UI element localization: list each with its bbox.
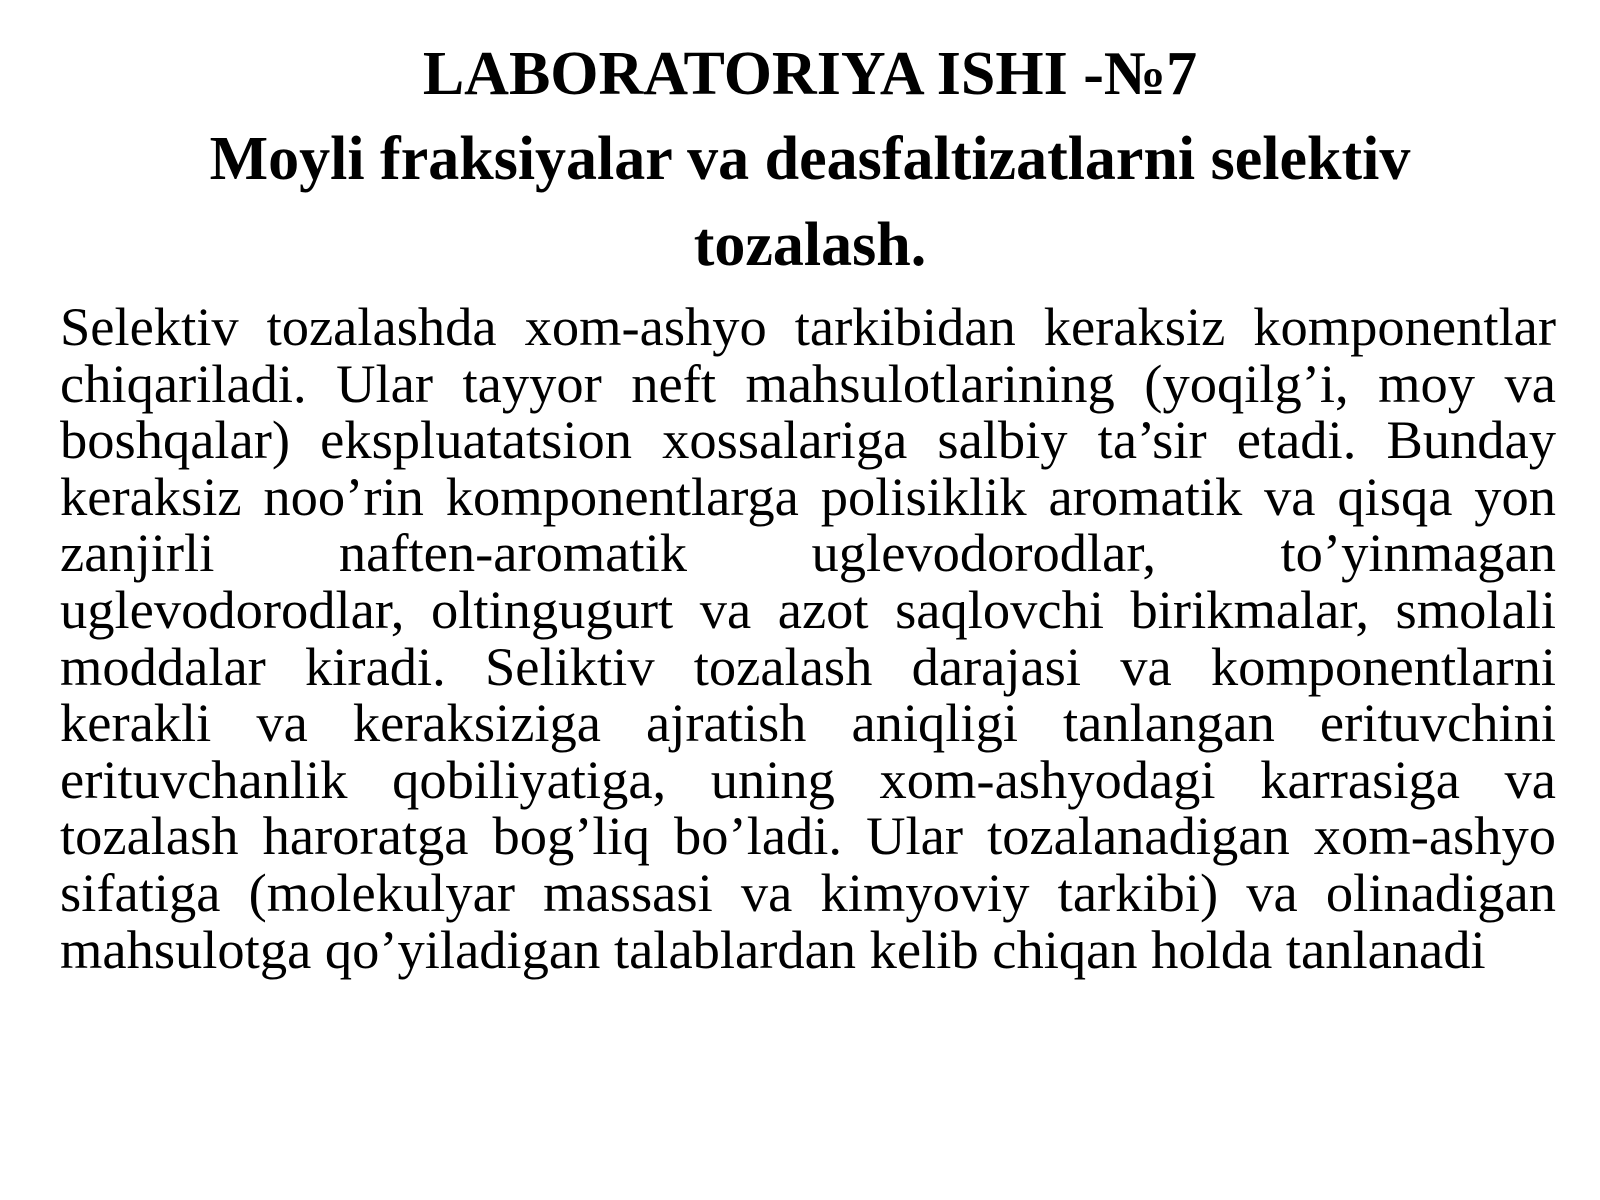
lab-title: LABORATORIYA ISHI -№7 bbox=[422, 40, 1198, 108]
topic-title-line-2: tozalash. bbox=[693, 211, 927, 279]
body-paragraph: Selektiv tozalashda xom-ashyo tarkibidan keraksiz komponentlar chiqariladi. Ular tayyor neft mahsulotlarining (yoqilg’i, moy va boshqalar) ekspluatatsion xossalariga salbiy ta’sir etadi. Bunday keraksiz noo’rin komponentlarga polisiklik aromatik va qisqa yon zanjirli naften-aromatik uglevodorodlar, to’yinmagan uglevodorodlar, oltingugurt va azot saqlovchi birikmalar, smolali moddalar kiradi. Seliktiv tozalash darajasi va komponentlarni kerakli va keraksiziga ajratish aniqligi tanlangan erituvchini erituvchanlik qobiliyatiga, uning xom-ashyodagi karrasiga va tozalash haroratga bog’liq bo’ladi. Ular tozalanadigan xom-ashyo sifatiga (molekulyar massasi va kimyoviy tarkibi) va olinadigan mahsulotga qo’yiladigan talablardan kelib chiqan holda tanlanadi bbox=[60, 296, 1556, 980]
topic-title-line-1: Moyli fraksiyalar va deasfaltizatlarni selektiv bbox=[209, 125, 1411, 193]
page-title bbox=[60, 32, 1560, 288]
